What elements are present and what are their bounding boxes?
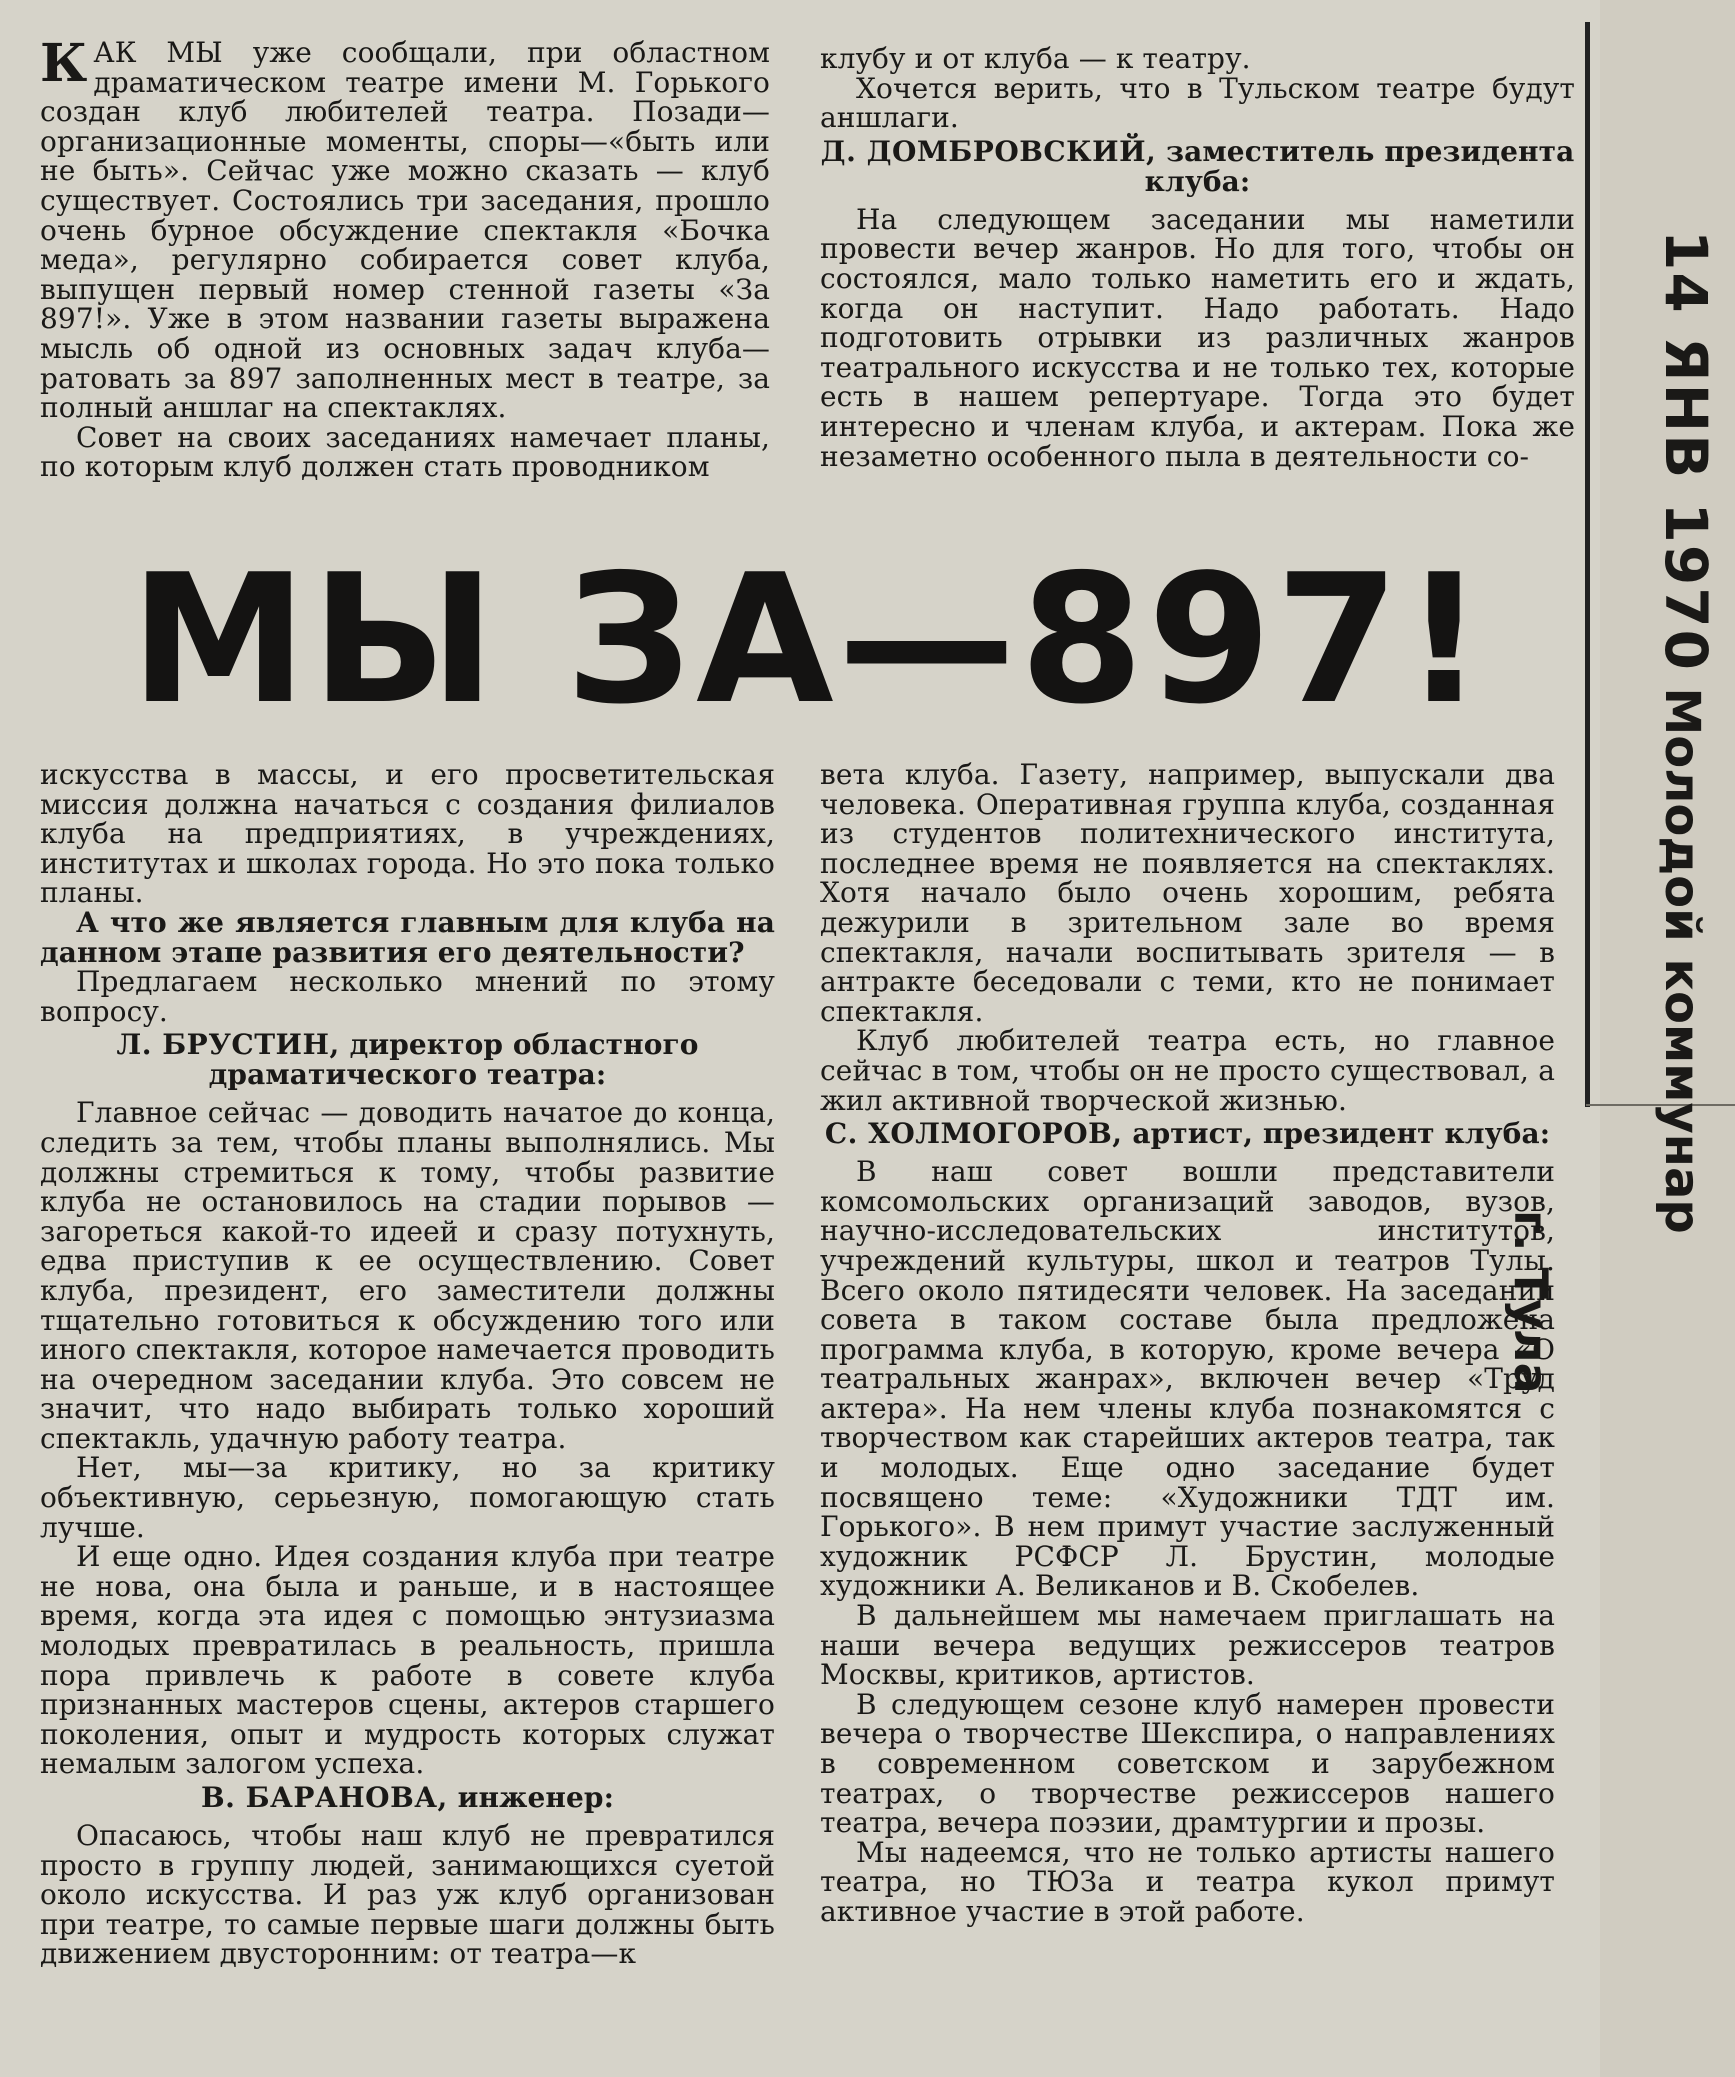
brustin-paragraph-2: Нет, мы—за критику, но за критику объективную, серьезную, помогающую стать лучше. [40, 1451, 775, 1544]
brustin-paragraph-1: Главное сейчас — доводить начатое до конца, следить за тем, чтобы планы выполнялись. Мы должны стремиться к тому, чтобы развитие клуба не остановилось на стадии порывов — загореться какой-то идеей и сразу потухнуть, едва приступив к ее осуществлению. Совет клуба, президент, его заместители должны тщательно готовиться к обсуждению того или иного спектакля, которое намечается проводить на очередном заседании клуба. Это совсем не значит, что надо выбирать только хороший спектакль, удачную работу театра. [40, 1096, 775, 1455]
dombrovsky-paragraph-1: На следующем заседании мы наметили провести вечер жанров. Но для того, чтобы он состоялся, мало только наметить его и ждать, когда он наступит. Надо работать. Надо подготовить отрывки из различных жанров театрального искусства и не только тех, которые есть в нашем репертуаре. Тогда это будет интересно и членам клуба, и актерам. Пока же незаметно особенного пыла в деятельности со- [820, 202, 1575, 473]
stamp-source: Молодой коммунар [1654, 687, 1710, 1234]
question: А что же является главным для клуба на данном этапе развития его деятельности? [40, 905, 775, 969]
baranova-paragraph-1: Опасаюсь, чтобы наш клуб не превратился просто в группу людей, занимающихся суетой около искусства. И раз уж клуб организован при театре, то самые первые шаги должны быть движением двусторонним: от театра—к [40, 1819, 775, 1971]
bottom-right-column [820, 760, 1555, 1927]
intro-paragraph: КАК МЫ уже сообщали, при областном драматическом театре имени М. Горького создан клуб любителей театра. Позади—организационные моменты, споры—«быть или не быть». Сейчас уже можно сказать — клуб существует. Состоялись три заседания, прошло очень бурное обсуждение спектакля «Бочка меда», регулярно собирается совет клуба, выпущен первый номер стенной газеты «За 897!». Уже в этом названии газеты выражена мысль об одной из основных задач клуба—ратовать за 897 заполненных мест в театре, за полный аншлаг на спектаклях. [40, 33, 770, 425]
intro-continuation: искусства в массы, и его просветительская миссия должна начаться с создания филиалов клуба на предприятиях, в учреждениях, институтах и школах города. Но это пока только планы. [40, 758, 775, 910]
dombrovsky-heading: Д. ДОМБРОВСКИЙ, заместитель президента клуба: [820, 134, 1575, 198]
kholmogorov-paragraph-1: В наш совет вошли представители комсомольских организаций заводов, вузов, научно-исследовательских институтов, учреждений культуры, школ и театров Тулы. Всего около пятидесяти человек. На заседании совета в таком составе была предложена программа клуба, в которую, кроме вечера «О театральных жанрах», включен вечер «Труд актера». На нем члены клуба познакомятся с творчеством как старейших актеров театра, так и молодых. Еще одно заседание будет посвящено теме: «Художники ТДТ им. Горького». В нем примут участие заслуженный художник РСФСР Л. Брустин, молодые художники А. Великанов и В. Скобелев. [820, 1155, 1555, 1603]
intro-column [40, 33, 770, 484]
intro-paragraph-2: Совет на своих заседаниях намечает планы, по которым клуб должен стать проводником [40, 420, 770, 484]
stamp-city: г. Тула [1504, 1210, 1558, 1394]
baranova-continuation: клубу и от клуба — к театру. [820, 42, 1251, 75]
stamp-date: 14 ЯНВ 1970 [1652, 230, 1720, 672]
drop-cap: К [40, 33, 88, 94]
kholmogorov-paragraph-4: Мы надеемся, что не только артисты нашего театра, но ТЮЗа и театра кукол примут активное участие в этой работе. [820, 1835, 1555, 1928]
brustin-paragraph-3: И еще одно. Идея создания клуба при театре не нова, она была и раньше, и в настоящее время, когда эта идея с помощью энтузиазма молодых превратилась в реальность, пришла пора привлечь к работе в совете клуба признанных мастеров сцены, актеров старшего поколения, опыт и мудрость которых служат немалым залогом успеха. [40, 1540, 775, 1781]
kholmogorov-paragraph-2: В дальнейшем мы намечаем приглашать на наши вечера ведущих режиссеров театров Москвы, критиков, артистов. [820, 1599, 1555, 1692]
invite-text: Предлагаем несколько мнений по этому вопросу. [40, 965, 775, 1028]
bottom-left-column [40, 760, 775, 1969]
headline: МЫ ЗА—897! [130, 536, 1489, 743]
column-rule [1585, 22, 1590, 1107]
brustin-heading: Л. БРУСТИН, директор областного драматического театра: [116, 1028, 699, 1092]
baranova-heading: В. БАРАНОВА, инженер: [200, 1781, 615, 1814]
baranova-paragraph-2: Хочется верить, что в Тульском театре будут аншлаги. [820, 71, 1575, 135]
kholmogorov-heading: С. ХОЛМОГОРОВ, артист, президент клуба: [824, 1117, 1551, 1151]
archive-stamp [1652, 230, 1720, 1234]
top-right-column [820, 44, 1575, 471]
dombrovsky-continuation: вета клуба. Газету, например, выпускали два человека. Оперативная группа клуба, созданная из студентов политехнического института, последнее время не появляется на спектаклях. Хотя начало было очень хорошим, ребята дежурили в зрительном зале во время спектакля, начали воспитывать зрителя — в антракте беседовали с теми, кто не понимает спектакля. [820, 758, 1555, 1028]
kholmogorov-paragraph-3: В следующем сезоне клуб намерен провести вечера о творчестве Шекспира, о направлениях в современном советском и зарубежном театрах, о творчестве режиссеров нашего театра, вечера поэзии, драмтургии и прозы. [820, 1687, 1555, 1840]
dombrovsky-paragraph-2: Клуб любителей театра есть, но главное сейчас в том, чтобы он не просто существовал, а жил активной творческой жизнью. [820, 1024, 1555, 1117]
